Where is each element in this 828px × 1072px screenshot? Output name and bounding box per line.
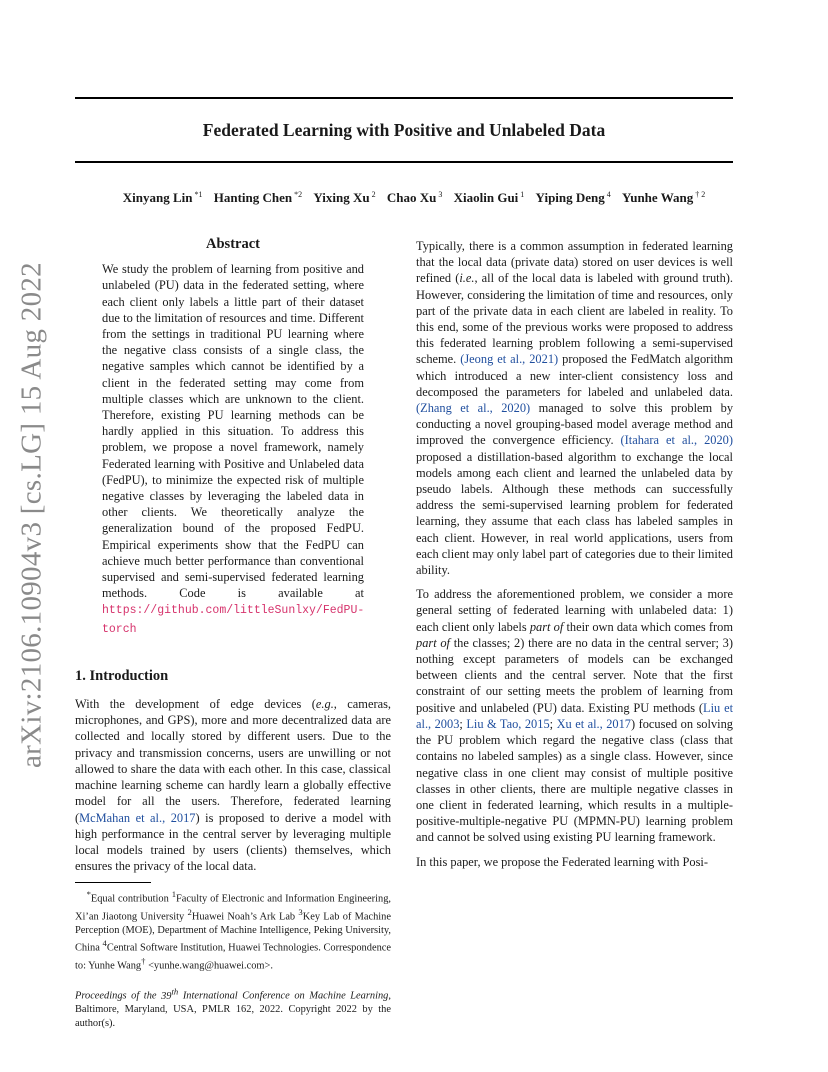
citation-link[interactable]: McMahan et al., 2017 bbox=[79, 810, 196, 825]
paper-title: Federated Learning with Positive and Unlabeled Data bbox=[202, 120, 606, 140]
arxiv-identifier: arXiv:2106.10904v3 [cs.LG] 15 Aug 2022 bbox=[15, 262, 48, 768]
abstract-text: We study the problem of learning from positive and unlabeled (PU) data in the federated setting, where each client only labels a little part of their dataset due to the limitation of resources and time. Different from the settings in traditional PU learning where the negative class consists of a single class, the negative samples which cannot be identified by a client in the federated setting may come from multiple classes which are unknown to the client. Therefore, existing PU learning methods can be hardly applied in this situation. To address this problem, we propose a novel framework, namely Federated learning with Positive and Unlabeled data (FedPU), to minimize the expected risk of multiple negative classes by leveraging the labeled data in other clients. We theoretically analyze the generalization bound of the proposed FedPU. Empirical experiments show that the FedPU can achieve much better performance than conventional supervised and semi-supervised federated learning methods. Code is available at https://github.com/littleSunlxy/FedPU-torch bbox=[102, 262, 365, 636]
citation-link[interactable]: Liu & Tao, 2015 bbox=[466, 716, 550, 731]
author: Yixing Xu $^2$ bbox=[313, 190, 376, 206]
author: Chao Xu $^3$ bbox=[386, 190, 443, 206]
footnote: *Equal contribution $^1$Faculty of Electronic and Information Engineering, Xi’an Jiaotong University $^2$Huawei Noah’s Ark Lab $^3$Key Lab of Machine Perception (MOE), Department of Machine Intelligence, Peking University, China $^4$Central Software Institution, Huawei Technologies. Correspondence to: Yunhe Wang† <yunhe.wang@huawei.com>. bbox=[75, 889, 391, 972]
intro-paragraph-2: Typically, there is a common assumption in federated learning that the local data (private data) stored on user devices is well refined (i.e., all of the local data is labeled with ground truth). However, considering the limitation of time and resources, only part of the private data in each client are labeled in reality. To this end, some of the previous works were proposed to address this federated learning problem following a semi-supervised scheme. (Jeong et al., 2021) proposed the FedMatch algorithm which introduced a new inter-client consistency loss and decomposed the parameters for labeled and unlabeled data. (Zhang et al., 2020) managed to solve this problem by conducting a novel grouping-based model average method and improved the convergence efficiency. (Itahara et al., 2020) proposed a distillation-based algorithm to exchange the local models among each client and learned the unlabeled data by pseudo labels. Although these methods can successfully address the semi-supervised learning problem for federated learning, they assume that each class has labeled samples in each client. However, in real world applications, users from each client may only label part of categories due to their limited ability. bbox=[416, 239, 734, 578]
right-column bbox=[416, 238, 733, 878]
author: Hanting Chen $^{*2}$ bbox=[213, 190, 303, 206]
citation-link[interactable]: Liu et al., 2003 bbox=[416, 700, 734, 731]
code-link[interactable]: https://github.com/littleSunlxy/FedPU-torch bbox=[102, 604, 365, 636]
citation-link[interactable]: Xu et al., 2017 bbox=[556, 716, 632, 731]
author: Yiping Deng $^4$ bbox=[535, 190, 611, 206]
citation-link[interactable]: (Jeong et al., 2021) bbox=[460, 352, 559, 367]
citation-link[interactable]: (Itahara et al., 2020) bbox=[620, 433, 734, 448]
author-list bbox=[60, 190, 768, 206]
abstract-heading: Abstract bbox=[206, 236, 260, 252]
section-heading-introduction: 1. Introduction bbox=[75, 667, 169, 684]
title-rule-top bbox=[75, 97, 733, 99]
title-rule-bottom bbox=[75, 161, 733, 163]
author: Yunhe Wang $^{\dagger 2}$ bbox=[622, 190, 706, 206]
author: Xinyang Lin $^{*1}$ bbox=[122, 190, 203, 206]
arxiv-side-stamp bbox=[12, 262, 52, 768]
intro-paragraph-4: In this paper, we propose the Federated learning with Posi- bbox=[416, 854, 708, 869]
proceedings-note: Proceedings of the 39th International Conference on Machine Learning, Baltimore, Maryland, USA, PMLR 162, 2022. Copyright 2022 by the author(s). bbox=[75, 986, 391, 1029]
author: Xiaolin Gui $^1$ bbox=[453, 190, 525, 206]
citation-link[interactable]: (Zhang et al., 2020) bbox=[416, 401, 531, 416]
left-column bbox=[75, 236, 391, 1030]
intro-paragraph-3: To address the aforementioned problem, we consider a more general setting of federated learning with unlabeled data: 1) each client only labels part of their own data which comes from part of the classes; 2) there are no data in the central server; 3) nothing except parameters of models can be exchanged between clients and the central server. Note that the first constraint of our setting meets the problem of learning from positive and unlabeled (PU) data. Existing PU methods (Liu et al., 2003; Liu & Tao, 2015; Xu et al., 2017) focused on solving the PU problem which regard the negative class (class that contains no labeled samples) as a single class. However, since negative class in one client may consist of multiple positive classes in other clients, there are multiple negative classes in one client in federated learning, which results in a multiple-positive-multiple-negative PU (MPMN-PU) learning problem and cannot be solved using existing PU learning framework. bbox=[416, 587, 734, 845]
footnote-rule bbox=[75, 882, 151, 883]
intro-paragraph-1: With the development of edge devices (e.g., cameras, microphones, and GPS), more and more decentralized data are collected and locally stored by different users. Due to the privacy and transmission concerns, users are unwilling or not allowed to share the data with each other. In this case, classical machine learning scheme can hardly learn a globally effective model for all the users. Therefore, federated learning (McMahan et al., 2017) is proposed to derive a model with high performance in the central server by leveraging multiple local models trained by users (clients) themselves, which ensures the privacy of the local data. bbox=[75, 697, 392, 874]
